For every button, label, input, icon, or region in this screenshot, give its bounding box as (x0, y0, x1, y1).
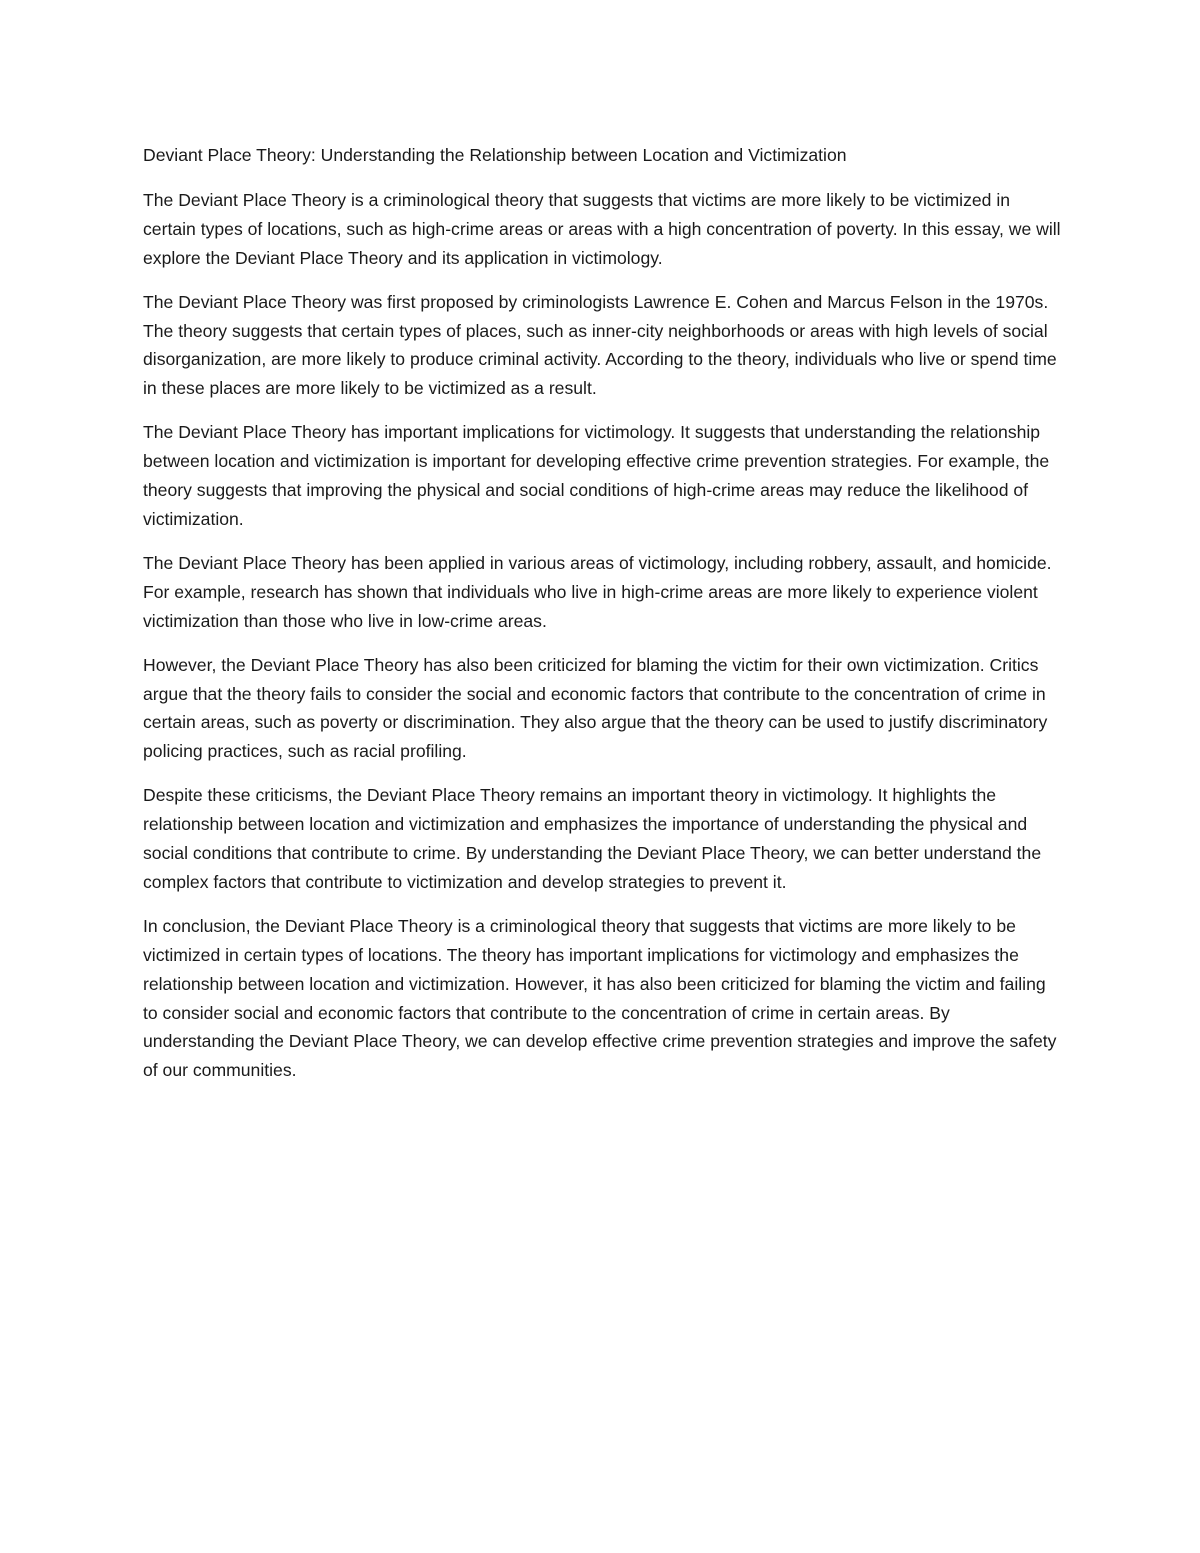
document-title: Deviant Place Theory: Understanding the Relationship between Location and Victimization (143, 145, 847, 165)
paragraph-implications: The Deviant Place Theory has important implications for victimology. It suggests that understanding the relationship between location and victimization is important for developing effective crime prevention strategies. For example, the theory suggests that improving the physical and social conditions of high-crime areas may reduce the likelihood of victimization. (143, 422, 1050, 529)
paragraph-introduction: The Deviant Place Theory is a criminological theory that suggests that victims are more likely to be victimized in certain types of locations, such as high-crime areas or areas with a high concentration of poverty. In this essay, we will explore the Deviant Place Theory and its application in victimology. (143, 189, 1061, 268)
paragraph-origins: The Deviant Place Theory was first proposed by criminologists Lawrence E. Cohen and Marcus Felson in the 1970s. The theory suggests that certain types of places, such as inner-city neighborhoods or areas with high levels of social disorganization, are more likely to produce criminal activity. According to the theory, individuals who live or spend time in these places are more likely to be victimized as a result. (143, 291, 1057, 399)
paragraph-criticisms: However, the Deviant Place Theory has also been criticized for blaming the victim for their own victimization. Critics argue that the theory fails to consider the social and economic factors that contribute to the concentration of crime in certain areas, such as poverty or discrimination. They also argue that the theory can be used to justify discriminatory policing practices, such as racial profiling. (143, 654, 1048, 762)
paragraph-conclusion: In conclusion, the Deviant Place Theory is a criminological theory that suggests that victims are more likely to be victimized in certain types of locations. The theory has important implications for victimology and emphasizes the relationship between location and victimization. However, it has also been criticized for blaming the victim and failing to consider social and economic factors that contribute to the concentration of crime in certain areas. By understanding the Deviant Place Theory, we can develop effective crime prevention strategies and improve the safety of our communities. (143, 915, 1057, 1081)
paragraph-significance: Despite these criticisms, the Deviant Place Theory remains an important theory in victimology. It highlights the relationship between location and victimization and emphasizes the importance of understanding the physical and social conditions that contribute to crime. By understanding the Deviant Place Theory, we can better understand the complex factors that contribute to victimization and develop strategies to prevent it. (143, 785, 1042, 892)
document-body (143, 141, 1063, 1100)
paragraph-applications: The Deviant Place Theory has been applied in various areas of victimology, including robbery, assault, and homicide. For example, research has shown that individuals who live in high-crime areas are more likely to experience violent victimization than those who live in low-crime areas. (143, 552, 1052, 631)
